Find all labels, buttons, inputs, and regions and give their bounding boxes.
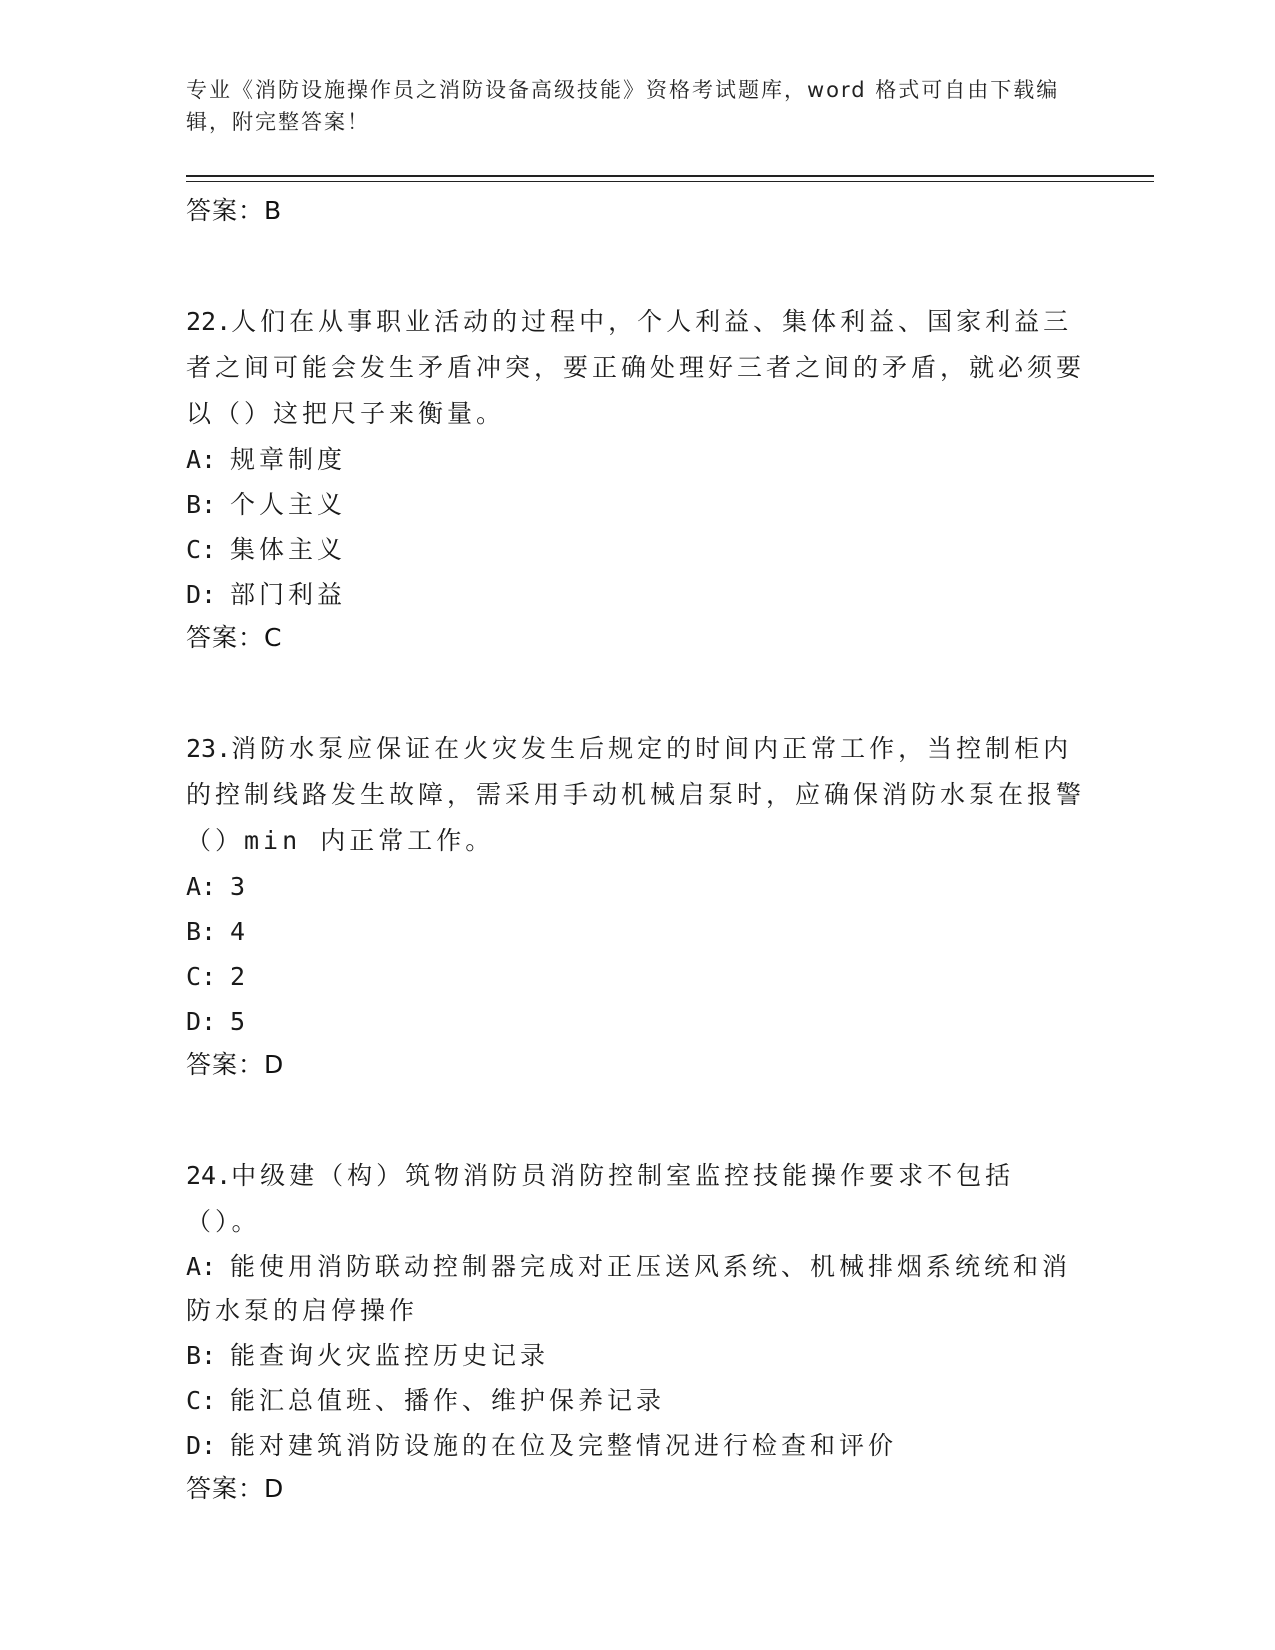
answer-line: 答案：D bbox=[186, 1050, 285, 1079]
question-text: 中级建（构）筑物消防员消防控制室监控技能操作要求不包括（）。 bbox=[186, 1161, 1015, 1236]
option-text: 5 bbox=[230, 1007, 250, 1036]
option-key: D: bbox=[186, 580, 217, 609]
header-rule-thin bbox=[186, 181, 1154, 182]
option-key: A: bbox=[186, 872, 217, 901]
option-a bbox=[186, 864, 1086, 909]
option-key: B: bbox=[186, 917, 217, 946]
option-text: 能查询火灾监控历史记录 bbox=[230, 1341, 550, 1370]
option-text: 能汇总值班、播作、维护保养记录 bbox=[230, 1386, 666, 1415]
question-22 bbox=[186, 299, 1086, 659]
option-text: 部门利益 bbox=[230, 580, 347, 609]
option-text: 能对建筑消防设施的在位及完整情况进行检查和评价 bbox=[230, 1431, 898, 1460]
question-23 bbox=[186, 726, 1086, 1086]
option-text: 4 bbox=[230, 917, 250, 946]
question-list bbox=[186, 190, 1086, 1510]
option-b bbox=[186, 482, 1086, 527]
option-c bbox=[186, 954, 1086, 999]
answer-line: 答案：B bbox=[186, 196, 283, 225]
option-key: C: bbox=[186, 535, 217, 564]
option-key: C: bbox=[186, 962, 217, 991]
option-b bbox=[186, 1333, 1086, 1378]
option-text: 集体主义 bbox=[230, 535, 347, 564]
option-text: 3 bbox=[230, 872, 250, 901]
answer-line: 答案：D bbox=[186, 1474, 285, 1503]
question-number: 23. bbox=[186, 734, 232, 763]
question-stem bbox=[186, 1153, 1086, 1245]
question-24 bbox=[186, 1153, 1086, 1510]
option-d bbox=[186, 1423, 1086, 1468]
option-d bbox=[186, 572, 1086, 617]
question-number: 24. bbox=[186, 1161, 232, 1190]
option-text: 能使用消防联动控制器完成对正压送风系统、机械排烟系统统和消防水泵的启停操作 bbox=[186, 1252, 1072, 1325]
option-c bbox=[186, 527, 1086, 572]
option-text: 规章制度 bbox=[230, 445, 347, 474]
option-d bbox=[186, 999, 1086, 1044]
question-number: 22. bbox=[186, 307, 232, 336]
answer-line: 答案：C bbox=[186, 623, 283, 652]
option-key: B: bbox=[186, 490, 217, 519]
option-key: D: bbox=[186, 1431, 217, 1460]
option-key: D: bbox=[186, 1007, 217, 1036]
question-text: 消防水泵应保证在火灾发生后规定的时间内正常工作，当控制柜内的控制线路发生故障，需采用手动机械启泵时，应确保消防水泵在报警（）min 内正常工作。 bbox=[186, 734, 1086, 855]
question-stem bbox=[186, 726, 1086, 864]
option-key: C: bbox=[186, 1386, 217, 1415]
option-a bbox=[186, 437, 1086, 482]
option-text: 2 bbox=[230, 962, 250, 991]
page-header: 专业《消防设施操作员之消防设备高级技能》资格考试题库，word 格式可自由下载编辑，附完整答案！ bbox=[186, 78, 1060, 134]
header-rule-thick bbox=[186, 175, 1154, 177]
option-key: A: bbox=[186, 445, 217, 474]
option-b bbox=[186, 909, 1086, 954]
option-c bbox=[186, 1378, 1086, 1423]
question-stem bbox=[186, 299, 1086, 437]
option-key: B: bbox=[186, 1341, 217, 1370]
option-key: A: bbox=[186, 1252, 217, 1281]
question-text: 人们在从事职业活动的过程中，个人利益、集体利益、国家利益三者之间可能会发生矛盾冲突，要正确处理好三者之间的矛盾，就必须要以（）这把尺子来衡量。 bbox=[186, 307, 1086, 428]
option-a bbox=[186, 1245, 1086, 1333]
option-text: 个人主义 bbox=[230, 490, 347, 519]
